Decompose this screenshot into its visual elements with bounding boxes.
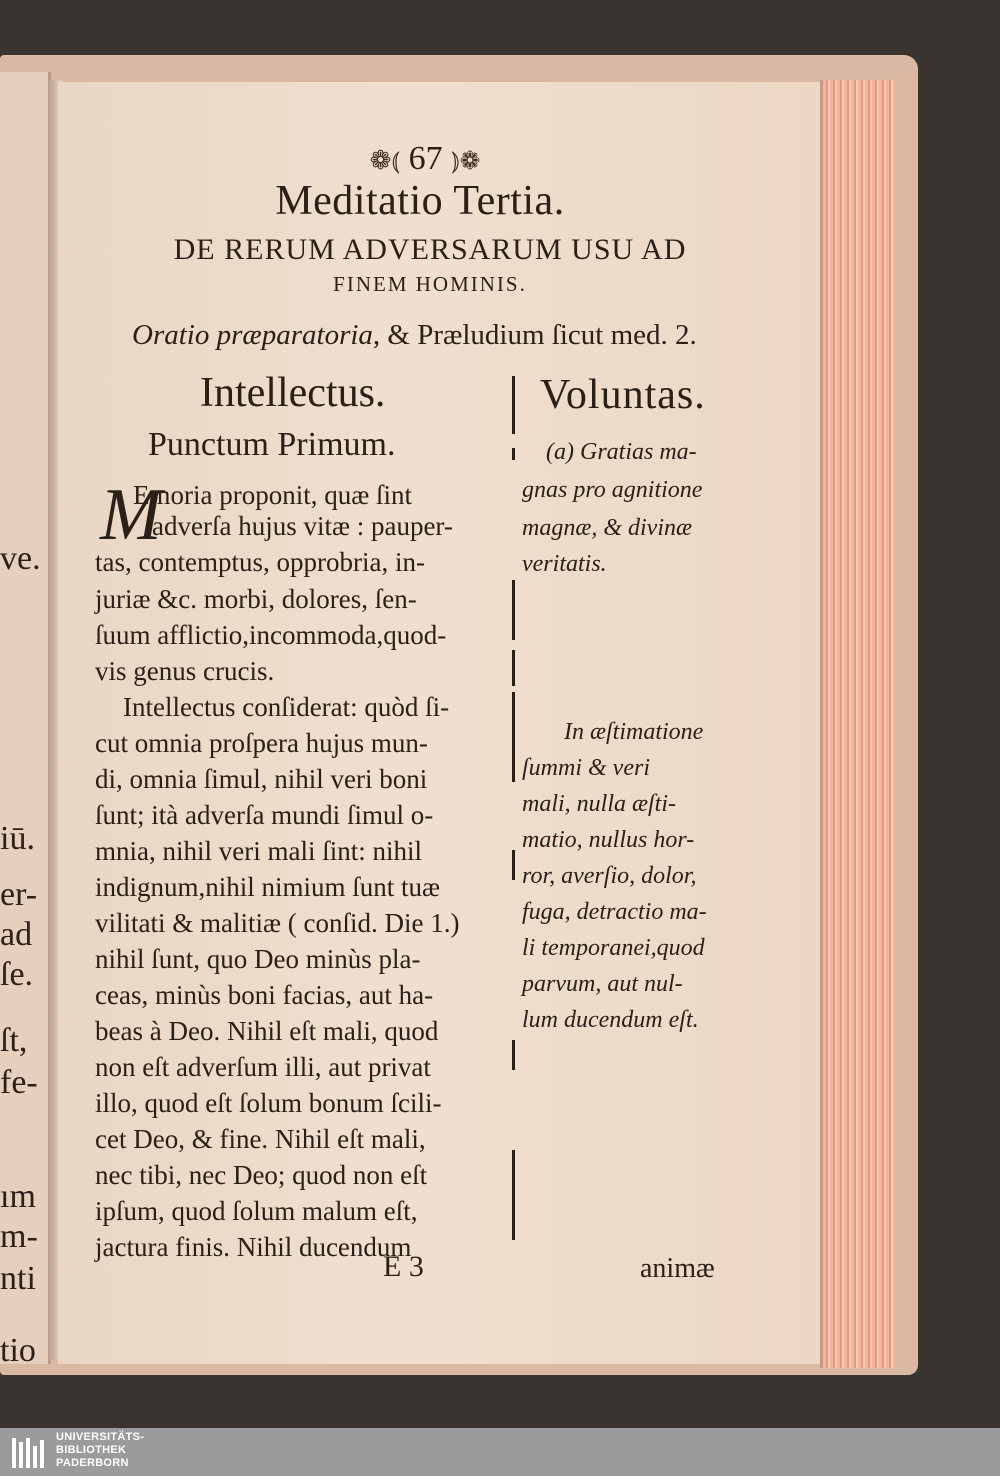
left-page-fragment: nti	[0, 1260, 36, 1297]
page-title: Meditatio Tertia.	[275, 178, 565, 224]
column-rule	[512, 850, 515, 880]
text-line: cut omnia proſpera hujus mun-	[95, 728, 428, 758]
text-line: magnæ, & divinæ	[522, 515, 693, 541]
text-line: illo, quod eſt ſolum bonum ſcili-	[95, 1088, 442, 1118]
text-line: Intellectus conſiderat: quòd ſi-	[123, 692, 450, 722]
drop-cap: M	[100, 474, 162, 556]
text-line: ceas, minùs boni facias, aut ha-	[95, 980, 434, 1010]
text-line: vilitati & malitiæ ( conſid. Die 1.)	[95, 908, 460, 938]
library-name-line-3: PADERBORN	[56, 1457, 129, 1469]
library-name	[56, 1431, 144, 1470]
column-rule	[512, 376, 515, 434]
text-line: indignum,nihil nimium ſunt tuæ	[95, 872, 441, 902]
left-page	[0, 72, 51, 1364]
text-line: cet Deo, & fine. Nihil eſt mali,	[95, 1124, 426, 1154]
text-line: li temporanei,quod	[522, 935, 705, 961]
left-page-fragment: er-	[0, 876, 38, 913]
text-line: tas, contemptus, opprobria, in-	[95, 547, 425, 577]
text-line: fuga, detractio ma-	[522, 899, 707, 925]
library-name-line-2: BIBLIOTHEK	[56, 1444, 127, 1456]
text-line: parvum, aut nul-	[522, 971, 683, 997]
left-page-fragment: ad	[0, 916, 33, 953]
page-edges	[820, 80, 895, 1368]
catchword: animæ	[640, 1253, 715, 1284]
column-rule	[512, 692, 515, 782]
text-line: Emoria proponit, quæ ſint	[133, 480, 412, 510]
text-line: mnia, nihil veri mali ſint: nihil	[95, 836, 422, 866]
text-line: ſummi & veri	[522, 755, 650, 781]
text-line: (a) Gratias ma-	[546, 439, 697, 465]
text-line: veritatis.	[522, 551, 607, 577]
left-page-fragment: iū.	[0, 820, 35, 857]
text-line: vis genus crucis.	[95, 656, 275, 686]
library-name-line-1: UNIVERSITÄTS-	[56, 1431, 145, 1443]
library-footer	[0, 1428, 1000, 1476]
subtitle-line-1: DE RERUM ADVERSARUM USU AD	[173, 233, 687, 266]
left-page-fragment: tio	[0, 1332, 36, 1364]
text-line: In æſtimatione	[564, 719, 704, 745]
text-line: ror, averſio, dolor,	[522, 863, 697, 889]
text-line: nihil ſunt, quo Deo minùs pla-	[95, 944, 421, 974]
text-line: matio, nullus hor-	[522, 827, 695, 853]
text-line: ſunt; ità adverſa mundi ſimul o-	[95, 800, 434, 830]
punctum-heading: Punctum Primum.	[148, 426, 396, 463]
text-line: mali, nulla æſti-	[522, 791, 677, 817]
column-rule	[512, 580, 515, 640]
page-number-header	[320, 142, 530, 176]
ornament-left-icon: ❁⦅	[369, 146, 401, 175]
left-page-fragment: ſe.	[0, 956, 34, 993]
column-rule	[512, 448, 515, 460]
text-line: di, omnia ſimul, nihil veri boni	[95, 764, 428, 794]
oratio-line	[132, 321, 697, 350]
left-page-fragment: ſt,	[0, 1022, 28, 1059]
text-line: jactura finis. Nihil ducendum	[95, 1232, 412, 1262]
text-line: non eſt adverſum illi, aut privat	[95, 1052, 431, 1082]
library-logo-icon	[10, 1432, 50, 1472]
subtitle-line-2: FINEM HOMINIS.	[333, 272, 527, 296]
text-line: ſuum afflictio,incommoda,quod-	[95, 620, 447, 650]
text-line: beas à Deo. Nihil eſt mali, quod	[95, 1016, 439, 1046]
text-line: gnas pro agnitione	[522, 477, 703, 503]
left-page-fragment: m-	[0, 1218, 38, 1255]
column-rule	[512, 1040, 515, 1070]
oratio-rest: & Præludium ſicut med. 2.	[380, 319, 697, 351]
voluntas-heading: Voluntas.	[540, 372, 706, 418]
text-line: ipſum, quod ſolum malum eſt,	[95, 1196, 418, 1226]
left-page-fragment: ım	[0, 1178, 36, 1215]
text-line: juriæ &c. morbi, dolores, ſen-	[95, 584, 417, 614]
intellectus-heading: Intellectus.	[200, 370, 386, 416]
text-line: nec tibi, nec Deo; quod non eſt	[95, 1160, 428, 1190]
ornament-right-icon: ⦆❁	[451, 146, 481, 175]
oratio-italic: Oratio præparatoria,	[132, 319, 381, 351]
text-line: lum ducendum eſt.	[522, 1007, 699, 1033]
column-rule	[512, 1150, 515, 1240]
signature-mark: E 3	[383, 1250, 424, 1283]
page-number: 67	[408, 140, 443, 177]
left-page-fragment: ve.	[0, 540, 41, 577]
column-rule	[512, 650, 515, 686]
text-line: adverſa hujus vitæ : pauper-	[152, 511, 453, 541]
left-page-fragment: fe-	[0, 1064, 38, 1101]
